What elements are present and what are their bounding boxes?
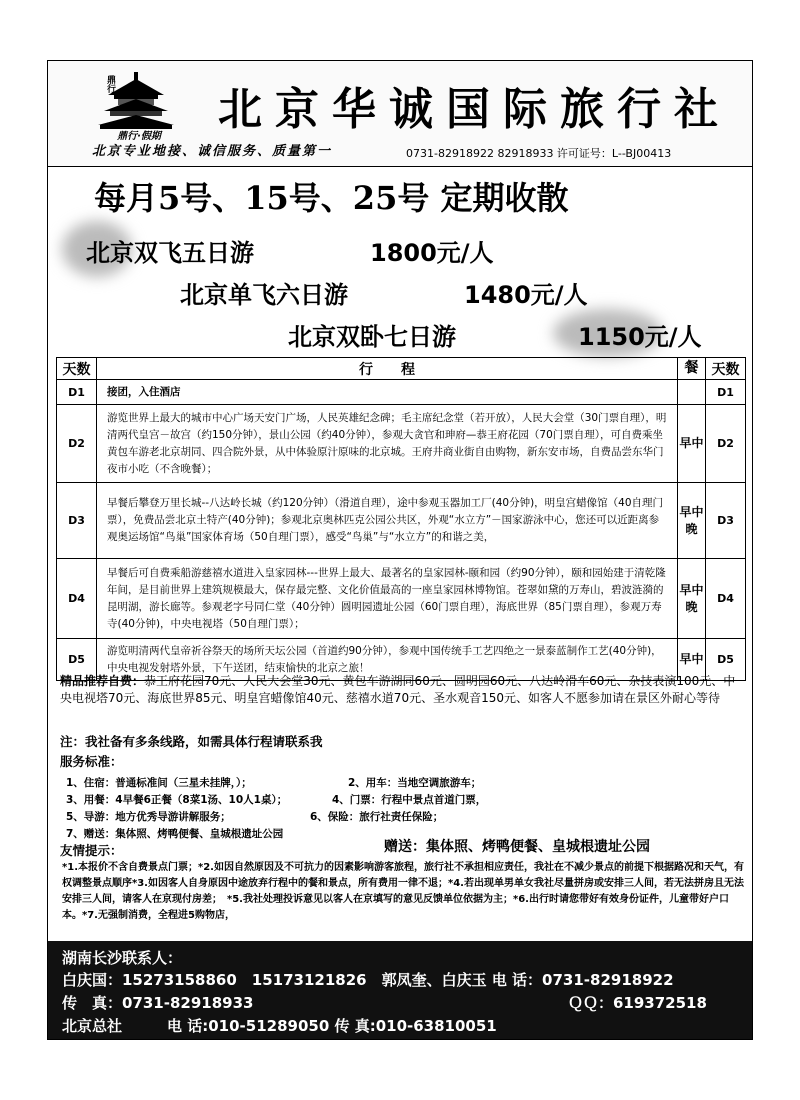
itinerary-cell: 早餐后可自费乘船游慈禧水道进入皇家园林---世界上最大、最著名的皇家园林-颐和园（约90分钟），颐和园始建于清乾隆年间，是目前世界上建筑规模最大，保存最完整、文化价值最高的一座皇家园林博物馆。苍翠如黛的万寿山，碧波涟漪的昆明湖，游长廊等。参观老字号同仁堂（40分钟）圆明园遗址公园（60门票自理），海底世界（85门票自理），参观万寿寺(40分钟)，中央电视塔（50自理门票）； (97, 559, 678, 639)
day-cell: D3 (57, 483, 97, 559)
header-day: 天数 (706, 358, 746, 380)
package-price: 1480元/人 (464, 281, 588, 309)
company-name: 北京华诚国际旅行社 (218, 84, 731, 135)
package-price: 1800元/人 (370, 239, 494, 267)
footer-line: 传 真：0731-82918933 (62, 994, 254, 1012)
day-cell: D2 (706, 405, 746, 483)
itinerary-cell: 游览明清两代皇帝祈谷祭天的场所天坛公园（首道约90分钟），参观中国传统手工艺四绝之一景泰蓝制作工艺(40分钟)，中央电视发射塔外景，下午送团，结束愉快的北京之旅！ (97, 639, 678, 681)
package-price: 1150元/人 (578, 323, 702, 351)
header-meal: 餐 (678, 358, 706, 380)
day-cell: D1 (57, 380, 97, 405)
header-itinerary: 行 程 (97, 358, 678, 380)
header-banner (48, 61, 752, 167)
optional-extras (60, 673, 744, 707)
day-cell: D5 (57, 639, 97, 681)
day-cell: D1 (706, 380, 746, 405)
meal-cell (678, 380, 706, 405)
table-row (57, 559, 746, 639)
package-name: 北京双卧七日游 (288, 323, 456, 351)
service-item: 3、用餐：4早餐6正餐（8菜1汤、10人1桌）； (66, 794, 288, 806)
logo-caption: 鼎行·假期 (117, 131, 161, 142)
day-cell: D2 (57, 405, 97, 483)
package-name: 北京单飞六日游 (180, 281, 348, 309)
extras-label: 精品推荐自费： (60, 674, 145, 688)
tips-notes: *1.本报价不含自费景点门票；*2.如因自然原因及不可抗力的因素影响游客旅程，旅行社不承担相应责任，我社在不减少景点的前提下根据路况和天气，有权调整景点顺序*3.如因客人自身原因中途放弃行程中的餐和景点，所有费用一律不退；*4.若出现单男单女我社尽量拼房或安排三人间，若无法拼房且无法安排三人间，请客人在京现付房差； *5.我社处理投诉意见以客人在京填写的意见反馈单位依据为主；*6.出行时请您带好有效身份证件，儿童带好户口本。*7.无强制消费，全程进5购物店， (62, 862, 744, 921)
itinerary-cell: 游览世界上最大的城市中心广场天安门广场，人民英雄纪念碑；毛主席纪念堂（若开放），人民大会堂（30门票自理），明清两代皇宫－故宫（约150分钟），景山公园（约40分钟），参观大贪官和珅府—恭王府花园（70门票自理），可自费乘坐黄包车游老北京胡同、四合院外景，从中体验原汁原味的北京城。王府井商业街自由购物，新东安市场，自费品尝东华门夜市小吃（不含晚餐）； (97, 405, 678, 483)
day-cell: D4 (57, 559, 97, 639)
package-name: 北京双飞五日游 (86, 239, 254, 267)
service-item: 6、保险：旅行社责任保险； (310, 811, 444, 823)
slogan: 北京专业地接、诚信服务、质量第一 (92, 144, 333, 159)
footer-qq: ＱＱ：619372518 (568, 994, 707, 1012)
footer-title: 湖南长沙联系人： (62, 949, 183, 967)
itinerary-cell: 早餐后攀登万里长城--八达岭长城（约120分钟）（滑道自理），途中参观玉器加工厂(40分钟)，明皇宫蜡像馆（40自理门票），免费品尝北京土特产(40分钟)；参观北京奥林匹克公园公共区，外观“水立方”－国家游泳中心，您还可以近距离参观奥运场馆“鸟巢”国家体育场（50自理门票），感受“鸟巢”与“水立方”的和谐之美， (97, 483, 678, 559)
meal-cell: 早中 (678, 639, 706, 681)
service-item: 5、导游：地方优秀导游讲解服务； (66, 811, 231, 823)
header-phones: 0731-82918922 82918933 许可证号：L--BJ00413 (406, 147, 672, 160)
itinerary-table (56, 357, 746, 681)
meal-cell: 早中晚 (678, 559, 706, 639)
header-day: 天数 (57, 358, 97, 380)
footer-line: 北京总社 电 话:010-51289050 传 真:010-63810051 (62, 1017, 497, 1035)
service-item: 7、赠送：集体照、烤鸭便餐、皇城根遗址公园 (66, 828, 284, 840)
day-cell: D5 (706, 639, 746, 681)
headline: 每月5号、15号、25号 定期收散 (94, 179, 569, 217)
service-item: 1、住宿：普通标准间（三星未挂牌，）； (66, 777, 252, 789)
service-item: 4、门票：行程中景点首道门票， (332, 794, 487, 806)
table-row (57, 483, 746, 559)
meal-cell: 早中晚 (678, 483, 706, 559)
service-item: 2、用车：当地空调旅游车； (348, 777, 482, 789)
logo-side-text: 鼎行 (105, 75, 115, 93)
day-cell: D4 (706, 559, 746, 639)
meal-cell: 早中 (678, 405, 706, 483)
contact-note: 注：我社备有多条线路，如需具体行程请联系我 (60, 734, 323, 749)
itinerary-cell: 接团，入住酒店 (97, 380, 678, 405)
table-row (57, 405, 746, 483)
gift-banner: 赠送：集体照、烤鸭便餐、皇城根遗址公园 (384, 839, 650, 855)
contact-footer (48, 941, 753, 1040)
flyer (47, 60, 753, 1040)
extras-text: 恭王府花园70元、人民大会堂30元、黄包车游湖同60元、圆明园60元、八达岭滑车60元、杂技表演100元、中央电视塔70元、海底世界85元、明皇宫蜡像馆40元、慈禧水道70元、圣水观音150元、如客人不愿参加请在景区外耐心等待 (60, 674, 736, 705)
day-cell: D3 (706, 483, 746, 559)
table-row (57, 380, 746, 405)
tips-label: 友情提示： (60, 843, 123, 858)
service-title: 服务标准： (60, 754, 123, 769)
footer-line: 白庆国：15273158860 15173121826 郭凤奎、白庆玉 电 话：0731-82918922 (62, 971, 674, 989)
table-header-row (57, 358, 746, 380)
